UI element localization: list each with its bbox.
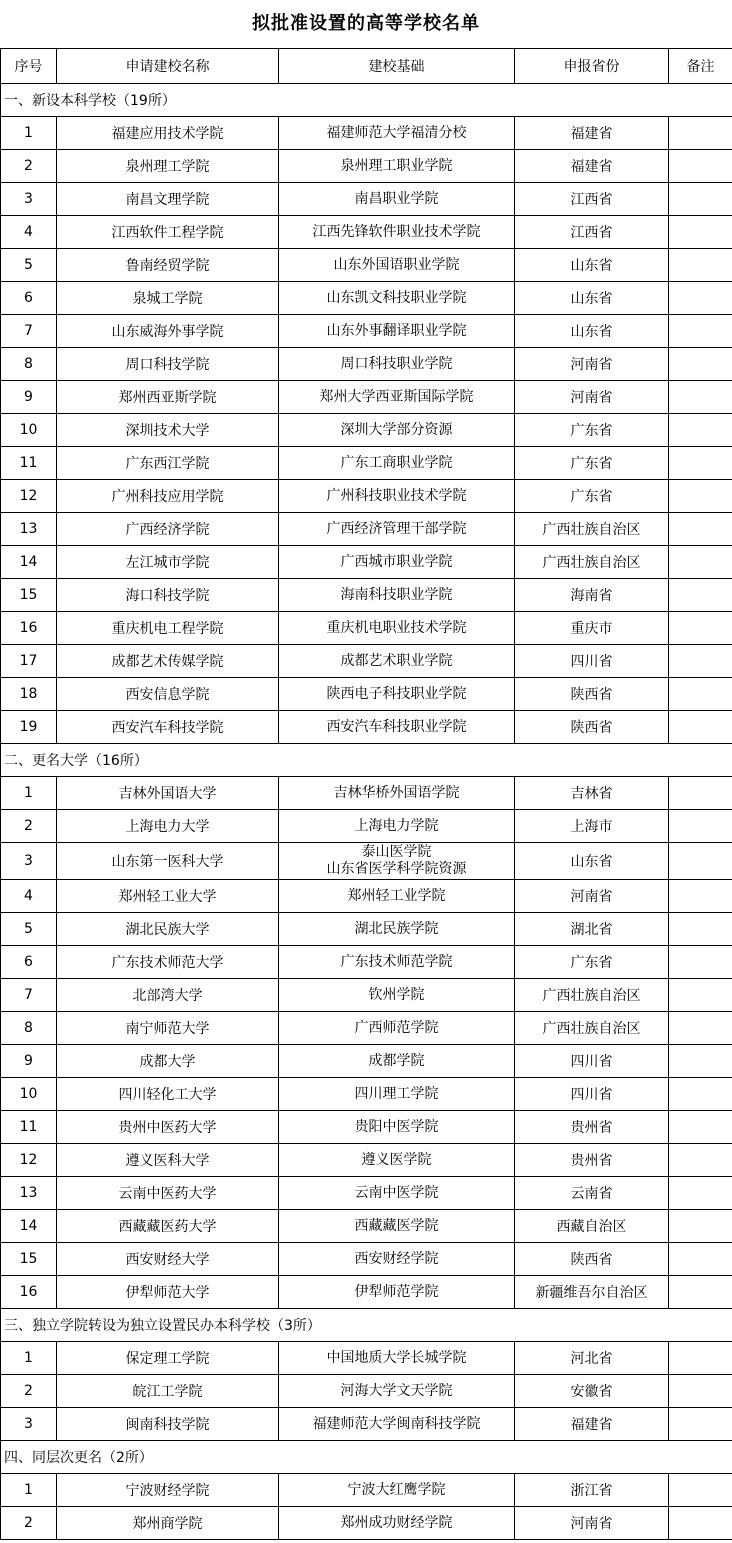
school-base [279,1012,515,1045]
note [669,546,732,579]
note [669,1408,732,1441]
school-base-line: 泉州理工职业学院 [340,157,453,174]
table-row [1,414,732,447]
note [669,183,732,216]
note [669,777,732,810]
school-name: 西安汽车科技学院 [57,711,279,744]
row-index: 3 [1,183,57,216]
province: 福建省 [515,117,669,150]
school-base-line: 宁波大红鹰学院 [347,1481,446,1498]
row-index: 2 [1,150,57,183]
row-index: 2 [1,810,57,843]
row-index: 18 [1,678,57,711]
note [669,282,732,315]
province: 广西壮族自治区 [515,513,669,546]
school-base-line: 吉林华桥外国语学院 [333,784,460,801]
table-row [1,1111,732,1144]
row-index: 8 [1,1012,57,1045]
school-base [279,150,515,183]
table-row [1,117,732,150]
table-row [1,678,732,711]
school-base-line: 郑州成功财经学院 [340,1514,453,1531]
table-row [1,711,732,744]
school-base-line: 广西城市职业学院 [340,553,453,570]
table-row [1,1210,732,1243]
table-row [1,1177,732,1210]
table-row [1,348,732,381]
row-index: 15 [1,1243,57,1276]
school-name: 西安财经大学 [57,1243,279,1276]
school-name: 泉州理工学院 [57,150,279,183]
school-name: 湖北民族大学 [57,913,279,946]
section-header-row [1,84,732,117]
school-base-line: 泰山医学院 [361,844,432,860]
school-base [279,1342,515,1375]
table-row [1,1474,732,1507]
header-school-name: 申请建校名称 [57,49,279,84]
table-row [1,1342,732,1375]
note [669,1375,732,1408]
province: 湖北省 [515,913,669,946]
row-index: 1 [1,117,57,150]
school-base [279,645,515,678]
school-base-line: 海南科技职业学院 [340,586,453,603]
note [669,612,732,645]
note [669,150,732,183]
school-name: 北部湾大学 [57,979,279,1012]
school-base-line: 郑州大学西亚斯国际学院 [319,388,474,405]
province: 西藏自治区 [515,1210,669,1243]
header-note: 备注 [669,49,732,84]
table-row [1,1375,732,1408]
school-base-line: 山东外事翻译职业学院 [326,322,467,339]
school-name: 山东威海外事学院 [57,315,279,348]
note [669,381,732,414]
school-base [279,843,515,880]
table-row [1,546,732,579]
school-name: 上海电力大学 [57,810,279,843]
school-base-line: 四川理工学院 [354,1085,439,1102]
note [669,348,732,381]
province: 浙江省 [515,1474,669,1507]
school-name: 宁波财经学院 [57,1474,279,1507]
province: 江西省 [515,216,669,249]
row-index: 9 [1,1045,57,1078]
school-base-line: 钦州学院 [368,986,425,1003]
school-name: 伊犁师范大学 [57,1276,279,1309]
school-base [279,315,515,348]
school-base [279,1078,515,1111]
row-index: 6 [1,282,57,315]
province: 四川省 [515,1045,669,1078]
note [669,1276,732,1309]
province: 福建省 [515,150,669,183]
school-name: 江西软件工程学院 [57,216,279,249]
row-index: 14 [1,1210,57,1243]
row-index: 15 [1,579,57,612]
row-index: 16 [1,612,57,645]
province: 吉林省 [515,777,669,810]
note [669,579,732,612]
school-base [279,282,515,315]
school-base [279,546,515,579]
table-row [1,612,732,645]
row-index: 1 [1,777,57,810]
note [669,480,732,513]
section-label: 二、更名大学（16所） [1,744,732,777]
school-base-line: 郑州轻工业学院 [347,887,446,904]
school-base-line: 广西师范学院 [354,1019,439,1036]
school-base [279,946,515,979]
school-name: 西安信息学院 [57,678,279,711]
note [669,117,732,150]
school-name: 重庆机电工程学院 [57,612,279,645]
note [669,1342,732,1375]
province: 山东省 [515,282,669,315]
school-name: 保定理工学院 [57,1342,279,1375]
school-name: 广东技术师范大学 [57,946,279,979]
school-base-line: 周口科技职业学院 [340,355,453,372]
school-name: 郑州轻工业大学 [57,880,279,913]
note [669,216,732,249]
province: 福建省 [515,1408,669,1441]
row-index: 16 [1,1276,57,1309]
table-row [1,183,732,216]
school-base-line: 遵义医学院 [361,1151,432,1168]
table-row [1,1408,732,1441]
note [669,711,732,744]
school-base-line: 南昌职业学院 [354,190,439,207]
school-base [279,913,515,946]
school-base-line: 广西经济管理干部学院 [326,520,467,537]
row-index: 1 [1,1342,57,1375]
school-base [279,216,515,249]
row-index: 3 [1,843,57,880]
school-base-line: 福建师范大学福清分校 [326,124,467,141]
school-base [279,183,515,216]
note [669,913,732,946]
school-base [279,612,515,645]
note [669,810,732,843]
table-row [1,480,732,513]
school-name: 山东第一医科大学 [57,843,279,880]
province: 山东省 [515,249,669,282]
school-base-line: 重庆机电职业技术学院 [326,619,467,636]
table-row [1,249,732,282]
province: 新疆维吾尔自治区 [515,1276,669,1309]
section-header-row [1,744,732,777]
school-base [279,1243,515,1276]
school-base [279,348,515,381]
row-index: 6 [1,946,57,979]
note [669,315,732,348]
table-row [1,1144,732,1177]
school-base [279,117,515,150]
row-index: 8 [1,348,57,381]
row-index: 13 [1,513,57,546]
school-base [279,711,515,744]
row-index: 19 [1,711,57,744]
school-base-line: 河海大学文天学院 [340,1382,453,1399]
section-label: 四、同层次更名（2所） [1,1441,732,1474]
province: 广东省 [515,447,669,480]
province: 广东省 [515,414,669,447]
row-index: 13 [1,1177,57,1210]
school-base-line: 西安财经学院 [354,1250,439,1267]
province: 安徽省 [515,1375,669,1408]
table-row [1,1276,732,1309]
school-base-line: 成都学院 [368,1052,425,1069]
note [669,678,732,711]
school-base [279,1276,515,1309]
header-province: 申报省份 [515,49,669,84]
table-row [1,777,732,810]
province: 广西壮族自治区 [515,979,669,1012]
page-title: 拟批准设置的高等学校名单 [252,13,480,34]
table-row [1,810,732,843]
note [669,1144,732,1177]
table-row [1,1045,732,1078]
school-name: 郑州商学院 [57,1507,279,1540]
row-index: 4 [1,216,57,249]
province: 广西壮族自治区 [515,1012,669,1045]
header-index: 序号 [1,49,57,84]
table-row [1,381,732,414]
row-index: 10 [1,414,57,447]
school-base-line: 山东外国语职业学院 [333,256,460,273]
row-index: 1 [1,1474,57,1507]
note [669,979,732,1012]
row-index: 12 [1,1144,57,1177]
school-base [279,1210,515,1243]
note [669,843,732,880]
province: 河北省 [515,1342,669,1375]
school-name: 贵州中医药大学 [57,1111,279,1144]
school-base [279,777,515,810]
school-base-line: 湖北民族学院 [354,920,439,937]
province: 陕西省 [515,678,669,711]
province: 广东省 [515,946,669,979]
table-row [1,579,732,612]
province: 广西壮族自治区 [515,546,669,579]
row-index: 2 [1,1507,57,1540]
table-row [1,447,732,480]
school-base-line: 贵阳中医学院 [354,1118,439,1135]
note [669,1243,732,1276]
school-base [279,249,515,282]
school-base-line: 云南中医学院 [354,1184,439,1201]
school-base-line: 广东工商职业学院 [340,454,453,471]
row-index: 17 [1,645,57,678]
school-base-line: 山东凯文科技职业学院 [326,289,467,306]
province: 山东省 [515,315,669,348]
province: 陕西省 [515,711,669,744]
school-name: 深圳技术大学 [57,414,279,447]
school-base-line: 江西先锋软件职业技术学院 [312,223,481,240]
row-index: 11 [1,447,57,480]
school-base-line: 广州科技职业技术学院 [326,487,467,504]
row-index: 11 [1,1111,57,1144]
row-index: 2 [1,1375,57,1408]
school-name: 西藏藏医药大学 [57,1210,279,1243]
row-index: 9 [1,381,57,414]
province: 江西省 [515,183,669,216]
note [669,414,732,447]
row-index: 5 [1,249,57,282]
row-index: 7 [1,315,57,348]
table-row [1,1243,732,1276]
table-row [1,946,732,979]
school-name: 四川轻化工大学 [57,1078,279,1111]
note [669,513,732,546]
table-row [1,645,732,678]
note [669,1045,732,1078]
school-name: 南昌文理学院 [57,183,279,216]
note [669,1177,732,1210]
note [669,880,732,913]
school-base [279,579,515,612]
school-base-line: 陕西电子科技职业学院 [326,685,467,702]
province: 河南省 [515,1507,669,1540]
school-base-line: 广东技术师范学院 [340,953,453,970]
table-row [1,880,732,913]
school-base-line: 西藏藏医学院 [354,1217,439,1234]
school-name: 南宁师范大学 [57,1012,279,1045]
table-row [1,1078,732,1111]
note [669,1474,732,1507]
school-base-line: 伊犁师范学院 [354,1283,439,1300]
school-base-line: 山东省医学科学院资源 [326,861,467,877]
school-name: 郑州西亚斯学院 [57,381,279,414]
section-label: 一、新设本科学校（19所） [1,84,732,117]
province: 贵州省 [515,1144,669,1177]
school-base-line: 西安汽车科技职业学院 [326,718,467,735]
section-header-row [1,1441,732,1474]
table-row [1,216,732,249]
school-name: 广东西江学院 [57,447,279,480]
row-index: 7 [1,979,57,1012]
schools-table [0,48,732,1540]
school-name: 海口科技学院 [57,579,279,612]
province: 海南省 [515,579,669,612]
school-name: 吉林外国语大学 [57,777,279,810]
table-row [1,1507,732,1540]
school-base [279,381,515,414]
province: 河南省 [515,381,669,414]
province: 山东省 [515,843,669,880]
school-base [279,1045,515,1078]
province: 四川省 [515,1078,669,1111]
school-name: 皖江工学院 [57,1375,279,1408]
province: 陕西省 [515,1243,669,1276]
province: 河南省 [515,880,669,913]
school-name: 广西经济学院 [57,513,279,546]
school-base-line: 上海电力学院 [354,817,439,834]
table-header-row [1,49,732,84]
table-row [1,1012,732,1045]
province: 云南省 [515,1177,669,1210]
province: 广东省 [515,480,669,513]
table-row [1,979,732,1012]
school-name: 成都艺术传媒学院 [57,645,279,678]
province: 四川省 [515,645,669,678]
school-base [279,447,515,480]
school-base [279,1375,515,1408]
row-index: 12 [1,480,57,513]
school-name: 广州科技应用学院 [57,480,279,513]
note [669,1111,732,1144]
school-base [279,880,515,913]
province: 河南省 [515,348,669,381]
school-name: 云南中医药大学 [57,1177,279,1210]
school-base [279,810,515,843]
note [669,1507,732,1540]
row-index: 10 [1,1078,57,1111]
school-name: 福建应用技术学院 [57,117,279,150]
province: 贵州省 [515,1111,669,1144]
note [669,1012,732,1045]
table-row [1,315,732,348]
school-base [279,513,515,546]
table-row [1,513,732,546]
province: 重庆市 [515,612,669,645]
table-row [1,150,732,183]
table-row [1,913,732,946]
school-name: 鲁南经贸学院 [57,249,279,282]
row-index: 3 [1,1408,57,1441]
row-index: 5 [1,913,57,946]
table-row [1,282,732,315]
school-base-line: 中国地质大学长城学院 [326,1349,467,1366]
school-name: 成都大学 [57,1045,279,1078]
note [669,1078,732,1111]
school-base-line: 成都艺术职业学院 [340,652,453,669]
school-base [279,414,515,447]
school-base [279,1408,515,1441]
section-label: 三、独立学院转设为独立设置民办本科学校（3所） [1,1309,732,1342]
school-name: 闽南科技学院 [57,1408,279,1441]
school-base-line: 福建师范大学闽南科技学院 [312,1415,481,1432]
note [669,1210,732,1243]
note [669,447,732,480]
school-base-line: 深圳大学部分资源 [340,421,453,438]
note [669,946,732,979]
header-base: 建校基础 [279,49,515,84]
province: 上海市 [515,810,669,843]
table-row [1,843,732,880]
school-base [279,979,515,1012]
note [669,249,732,282]
school-name: 周口科技学院 [57,348,279,381]
school-base [279,1177,515,1210]
school-base [279,480,515,513]
school-base [279,1474,515,1507]
school-name: 遵义医科大学 [57,1144,279,1177]
school-base [279,1111,515,1144]
note [669,645,732,678]
school-name: 泉城工学院 [57,282,279,315]
school-base [279,1507,515,1540]
school-name: 左江城市学院 [57,546,279,579]
school-base [279,1144,515,1177]
school-base [279,678,515,711]
section-header-row [1,1309,732,1342]
row-index: 14 [1,546,57,579]
row-index: 4 [1,880,57,913]
